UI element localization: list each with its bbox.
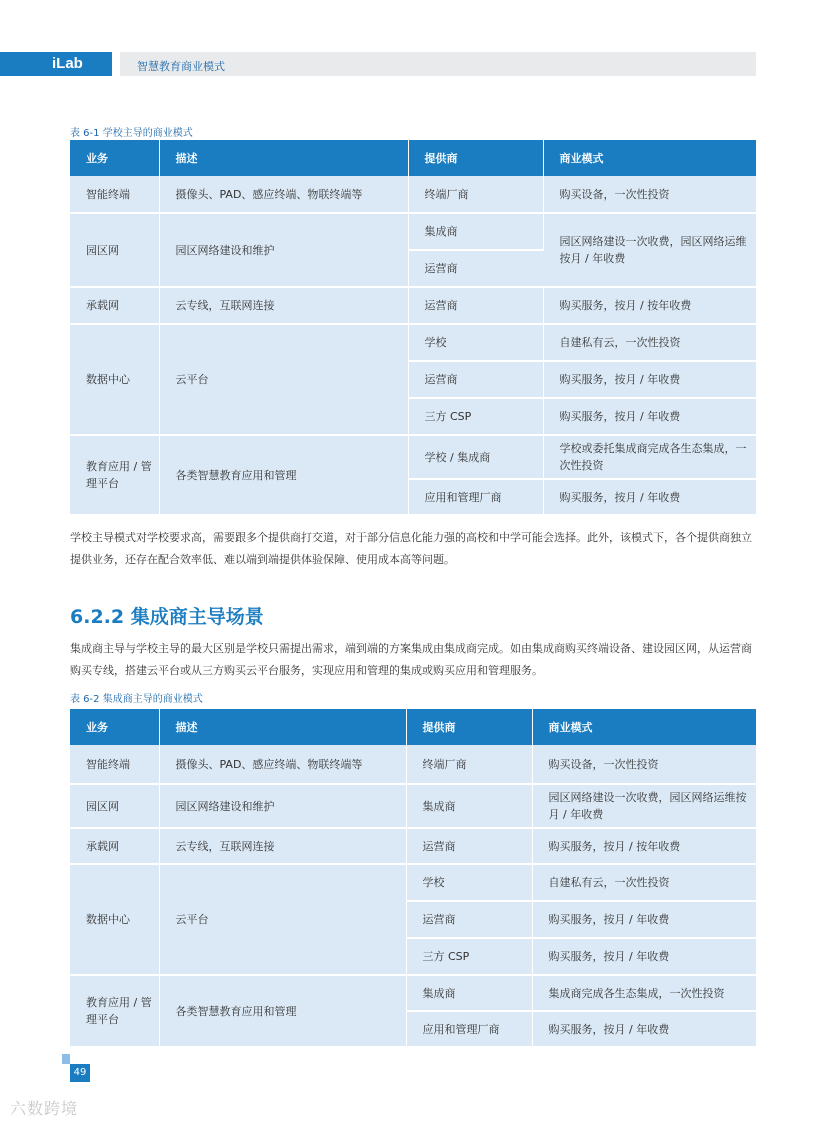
table-school-led [70, 140, 756, 516]
cell-provider: 三方 CSP [408, 398, 543, 435]
table-row [70, 324, 756, 361]
logo: iLab [52, 55, 83, 72]
cell-business: 智能终端 [70, 745, 159, 784]
column-header: 描述 [159, 140, 408, 176]
cell-business: 数据中心 [70, 324, 159, 435]
column-header: 业务 [70, 140, 159, 176]
table-integrator-led [70, 709, 756, 1048]
cell-description: 园区网络建设和维护 [159, 213, 408, 287]
cell-model: 购买服务，按月 / 年收费 [543, 398, 756, 435]
table-header-row [70, 140, 756, 176]
cell-provider: 运营商 [406, 901, 532, 938]
cell-model: 购买服务，按月 / 年收费 [543, 479, 756, 515]
cell-provider: 学校 [406, 864, 532, 901]
cell-model: 购买服务，按月 / 按年收费 [543, 287, 756, 324]
cell-business: 智能终端 [70, 176, 159, 213]
cell-model: 自建私有云，一次性投资 [532, 864, 756, 901]
cell-description: 各类智慧教育应用和管理 [159, 435, 408, 515]
cell-provider: 运营商 [408, 361, 543, 398]
cell-provider: 应用和管理厂商 [406, 1011, 532, 1047]
cell-model: 购买服务，按月 / 年收费 [543, 361, 756, 398]
cell-provider: 运营商 [406, 828, 532, 864]
cell-provider: 终端厂商 [406, 745, 532, 784]
cell-model: 购买服务，按月 / 年收费 [532, 1011, 756, 1047]
cell-description: 摄像头、PAD、感应终端、物联终端等 [159, 745, 406, 784]
column-header: 提供商 [406, 709, 532, 745]
table-row [70, 745, 756, 784]
table-header-row [70, 709, 756, 745]
table2-caption: 表 6-2 集成商主导的商业模式 [70, 694, 203, 705]
cell-business: 数据中心 [70, 864, 159, 975]
paragraph-integrator-led: 集成商主导与学校主导的最大区别是学校只需提出需求，端到端的方案集成由集成商完成。如由集成商购买终端设备、建设园区网，从运营商购买专线，搭建云平台或从三方购买云平台服务，实现应用和管理的集成或购买应用和管理服务。 [70, 642, 752, 677]
table-row [70, 975, 756, 1011]
cell-provider: 运营商 [408, 250, 543, 287]
cell-business: 承载网 [70, 828, 159, 864]
cell-provider: 集成商 [406, 784, 532, 828]
cell-model: 购买设备，一次性投资 [543, 176, 756, 213]
watermark: 六数跨境 [10, 1099, 79, 1118]
column-header: 描述 [159, 709, 406, 745]
table-row [70, 213, 756, 250]
table-row [70, 176, 756, 213]
cell-provider: 三方 CSP [406, 938, 532, 975]
cell-model: 园区网络建设一次收费，园区网络运维按月 / 年收费 [532, 784, 756, 828]
cell-description: 各类智慧教育应用和管理 [159, 975, 406, 1047]
cell-description: 园区网络建设和维护 [159, 784, 406, 828]
cell-description: 摄像头、PAD、感应终端、物联终端等 [159, 176, 408, 213]
cell-provider: 学校 [408, 324, 543, 361]
page-marker [62, 1054, 70, 1064]
cell-model: 园区网络建设一次收费，园区网络运维按月 / 年收费 [543, 213, 756, 287]
cell-model: 购买服务，按月 / 年收费 [532, 938, 756, 975]
section-heading: 6.2.2 集成商主导场景 [70, 606, 264, 628]
column-header: 提供商 [408, 140, 543, 176]
table-row [70, 435, 756, 479]
cell-provider: 集成商 [406, 975, 532, 1011]
cell-model: 购买设备，一次性投资 [532, 745, 756, 784]
cell-description: 云平台 [159, 324, 408, 435]
table-row [70, 828, 756, 864]
cell-description: 云专线，互联网连接 [159, 828, 406, 864]
table-row [70, 287, 756, 324]
cell-business: 教育应用 / 管理平台 [70, 975, 159, 1047]
column-header: 商业模式 [532, 709, 756, 745]
cell-provider: 应用和管理厂商 [408, 479, 543, 515]
cell-model: 购买服务，按月 / 年收费 [532, 901, 756, 938]
cell-provider: 运营商 [408, 287, 543, 324]
cell-business: 承载网 [70, 287, 159, 324]
cell-provider: 集成商 [408, 213, 543, 250]
cell-model: 自建私有云，一次性投资 [543, 324, 756, 361]
cell-model: 学校或委托集成商完成各生态集成，一次性投资 [543, 435, 756, 479]
table1-caption: 表 6-1 学校主导的商业模式 [70, 128, 193, 139]
cell-business: 教育应用 / 管理平台 [70, 435, 159, 515]
cell-model: 集成商完成各生态集成，一次性投资 [532, 975, 756, 1011]
cell-business: 园区网 [70, 784, 159, 828]
cell-business: 园区网 [70, 213, 159, 287]
table-row [70, 864, 756, 901]
column-header: 商业模式 [543, 140, 756, 176]
cell-provider: 学校 / 集成商 [408, 435, 543, 479]
cell-provider: 终端厂商 [408, 176, 543, 213]
cell-description: 云专线，互联网连接 [159, 287, 408, 324]
column-header: 业务 [70, 709, 159, 745]
table-row [70, 784, 756, 828]
cell-description: 云平台 [159, 864, 406, 975]
paragraph-school-led: 学校主导模式对学校要求高，需要跟多个提供商打交道，对于部分信息化能力强的高校和中学可能会选择。此外，该模式下，各个提供商独立提供业务，还存在配合效率低、难以端到端提供体验保障、使用成本高等问题。 [70, 531, 752, 566]
page-number: 49 [70, 1064, 90, 1082]
cell-model: 购买服务，按月 / 按年收费 [532, 828, 756, 864]
header-title: 智慧教育商业模式 [137, 60, 225, 73]
